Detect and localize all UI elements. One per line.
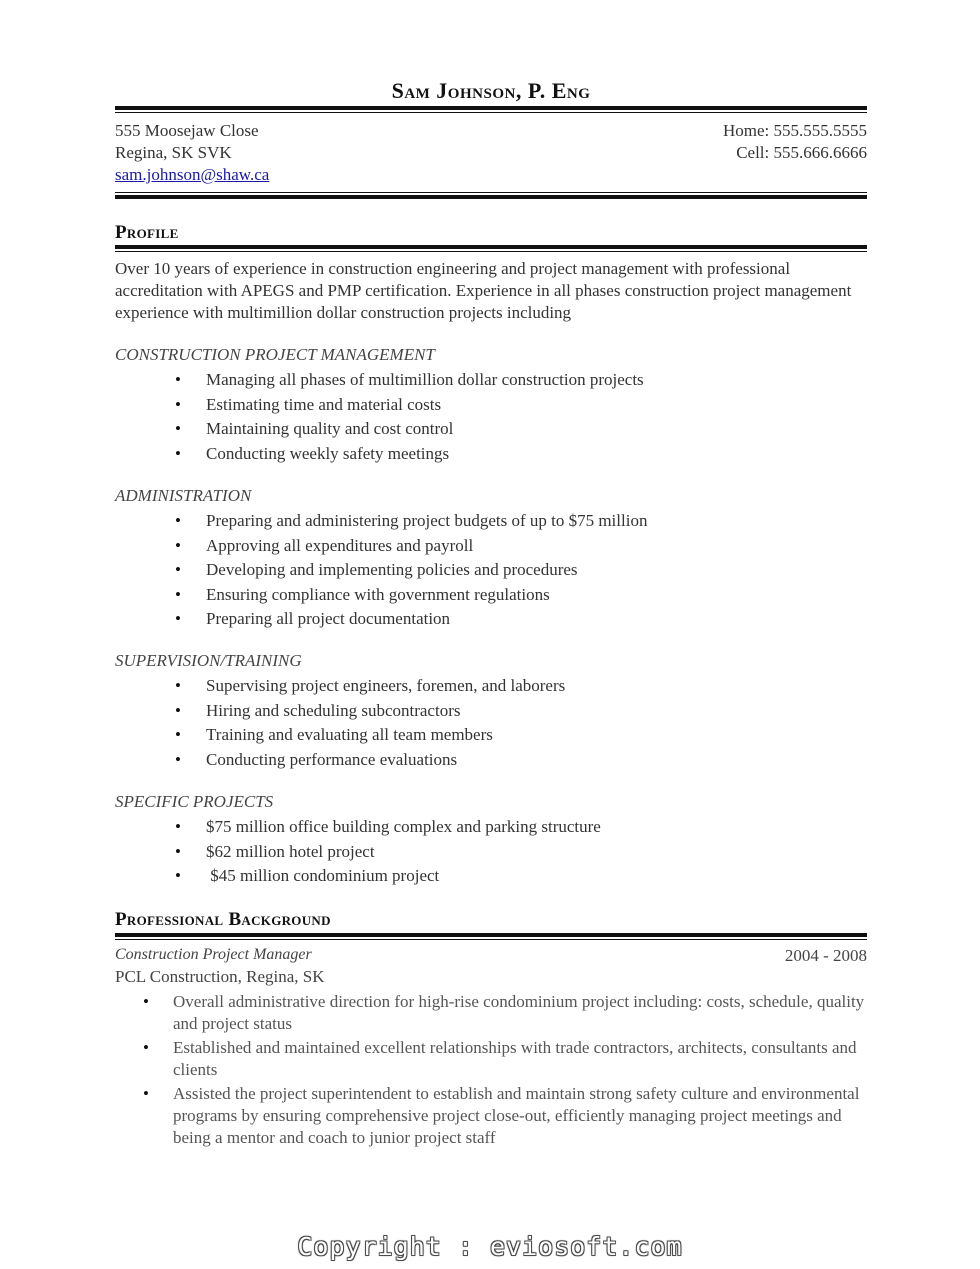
job-duties-list [143,991,867,1151]
list-item: • Estimating time and material costs [175,394,644,419]
list-item: • Established and maintained excellent relationships with trade contractors, architects, consultants and clients [143,1037,867,1081]
list-item: • Conducting performance evaluations [175,749,565,774]
email-link[interactable]: sam.johnson@shaw.ca [115,165,270,184]
group-heading-projects: SPECIFIC PROJECTS [115,792,274,811]
profile-rule-thin [115,251,867,252]
candidate-name: Sam Johnson, P. Eng [391,78,591,103]
list-item: • Supervising project engineers, foremen, and laborers [175,675,565,700]
list-item: • $62 million hotel project [175,841,601,866]
background-heading: Professional Background [115,909,331,930]
list-item: • Overall administrative direction for high-rise condominium project including: costs, schedule, quality and project status [143,991,867,1035]
list-item: • Conducting weekly safety meetings [175,443,644,468]
list-item: • Maintaining quality and cost control [175,418,644,443]
list-item: • Preparing and administering project budgets of up to $75 million [175,510,647,535]
copyright-watermark: Copyright : eviosoft.com [297,1232,683,1261]
list-item: • $75 million office building complex and parking structure [175,816,601,841]
job-dates: 2004 - 2008 [784,946,867,965]
list-item: • Approving all expenditures and payroll [175,535,647,560]
job-title: Construction Project Manager [115,946,312,963]
projects-list [175,816,601,890]
contact-rule-thin [115,192,867,193]
list-item: • Hiring and scheduling subcontractors [175,700,565,725]
address-line-2: Regina, SK SVK [115,143,232,162]
list-item: • Ensuring compliance with government regulations [175,584,647,609]
construction-list [175,369,644,467]
home-phone: Home: 555.555.5555 [722,121,867,140]
phone-block [723,120,867,164]
list-item: • $45 million condominium project [175,865,601,890]
header-rule-top [115,106,867,110]
background-rule-thin [115,939,867,940]
header-rule-top-thin [115,112,867,113]
address-block [115,120,269,186]
list-item: • Assisted the project superintendent to establish and maintain strong safety culture and environmental programs by ensuring comprehensive project close-out, efficiently managing project meetings and being a mentor and coach to junior project staff [143,1083,867,1149]
list-item: • Preparing all project documentation [175,608,647,633]
administration-list [175,510,647,633]
contact-rule-thick [115,195,867,199]
profile-rule-thick [115,245,867,249]
address-line-1: 555 Moosejaw Close [115,121,259,140]
group-heading-construction: CONSTRUCTION PROJECT MANAGEMENT [115,345,435,364]
list-item: • Developing and implementing policies and procedures [175,559,647,584]
job-company: PCL Construction, Regina, SK [115,967,325,986]
list-item: • Training and evaluating all team members [175,724,565,749]
list-item: • Managing all phases of multimillion dollar construction projects [175,369,644,394]
profile-heading: Profile [115,222,179,243]
supervision-list [175,675,565,773]
cell-phone: Cell: 555.666.6666 [736,143,867,162]
background-rule-thick [115,933,867,937]
profile-summary: Over 10 years of experience in construction engineering and project management with professional accreditation with APEGS and PMP certification. Experience in all phases construction project management experience with multimillion dollar construction projects including [115,259,852,322]
group-heading-supervision: SUPERVISION/TRAINING [115,651,302,670]
group-heading-administration: ADMINISTRATION [115,486,252,505]
